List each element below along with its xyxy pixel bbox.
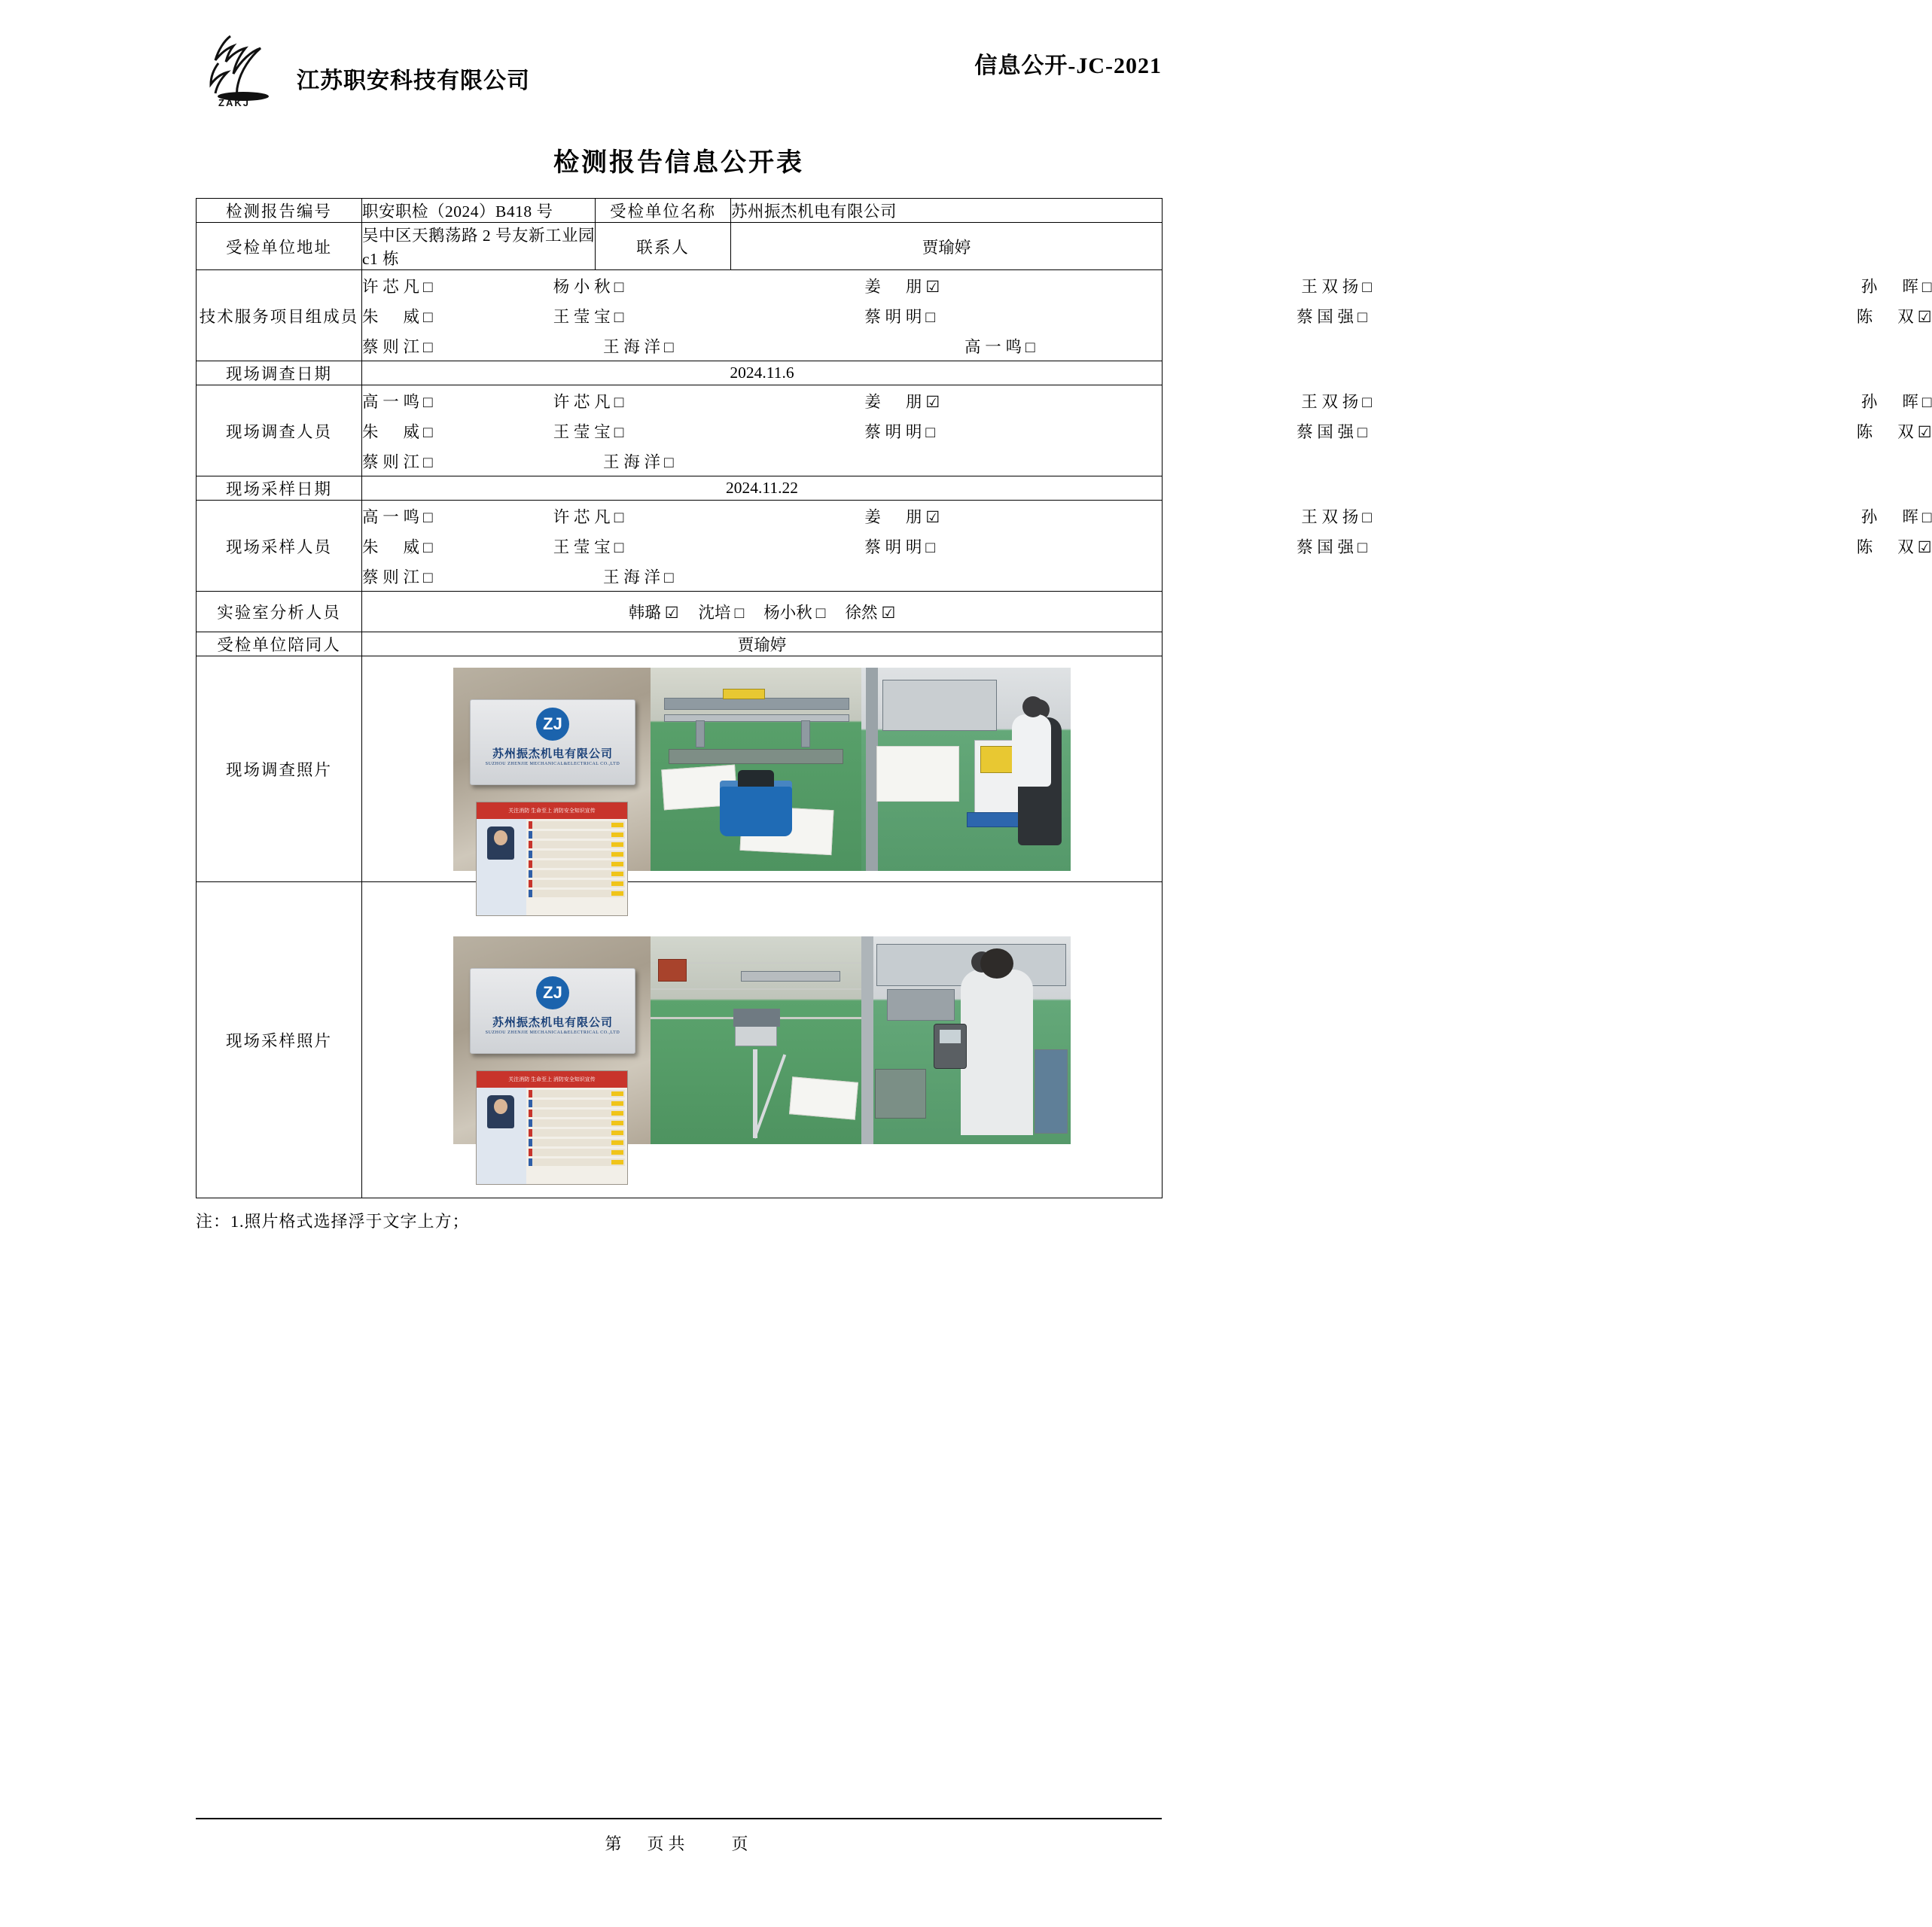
value-survey-date: 2024.11.6 — [362, 361, 1163, 385]
poster-rows-2 — [526, 1088, 627, 1184]
photo-company-sign — [453, 668, 651, 871]
person-checkbox-item[interactable] — [1861, 504, 1932, 528]
checkbox-unchecked-icon[interactable]: □ — [614, 537, 624, 556]
checkbox-unchecked-icon[interactable]: □ — [1362, 392, 1372, 411]
checkbox-unchecked-icon[interactable]: □ — [925, 307, 936, 326]
person-checkbox-item[interactable] — [1857, 419, 1932, 443]
person-name: 蔡国强 — [1297, 422, 1355, 441]
person-name: 陈 双 — [1856, 307, 1914, 326]
lab-person-name: 徐然 — [845, 604, 878, 622]
page-footer — [196, 1818, 1162, 1855]
photo-production-line — [651, 668, 861, 871]
person-checkbox-item[interactable] — [1301, 389, 1372, 412]
poster-portrait — [477, 819, 526, 915]
sign-company-cn-2: 苏州振杰机电有限公司 — [492, 1016, 613, 1029]
checkbox-unchecked-icon[interactable]: □ — [664, 568, 674, 586]
person-name: 高一鸣 — [362, 392, 419, 411]
person-name: 蔡明明 — [864, 422, 922, 441]
person-name: 姜 朋 — [864, 507, 922, 526]
table-note: 注：1.照片格式选择浮于文字上方； — [196, 1212, 470, 1231]
svg-text:ZAKJ: ZAKJ — [218, 97, 250, 108]
sign-logo-icon: ZJ — [536, 708, 569, 741]
sampling-people-grid — [362, 501, 1932, 592]
person-checkbox-item[interactable] — [362, 504, 433, 528]
checkbox-unchecked-icon[interactable]: □ — [664, 337, 674, 356]
checkbox-unchecked-icon[interactable]: □ — [734, 604, 745, 622]
checkbox-unchecked-icon[interactable]: □ — [423, 452, 433, 471]
person-name: 王莹宝 — [553, 537, 611, 556]
lab-person-item[interactable] — [629, 600, 679, 623]
person-checkbox-item[interactable] — [603, 565, 724, 588]
checkbox-checked-icon[interactable]: ☑ — [1917, 307, 1932, 326]
person-name: 许芯凡 — [362, 277, 419, 296]
label-sampling-date: 现场采样日期 — [197, 476, 362, 501]
person-name: 蔡则江 — [362, 337, 419, 356]
table-row-escort — [197, 632, 1163, 656]
checkbox-unchecked-icon[interactable]: □ — [423, 507, 433, 526]
person-name: 陈 双 — [1856, 537, 1914, 556]
checkbox-unchecked-icon[interactable]: □ — [423, 277, 433, 296]
checkbox-unchecked-icon[interactable]: □ — [1921, 392, 1932, 411]
checkbox-checked-icon[interactable]: ☑ — [1917, 537, 1932, 556]
footer-page-number: 第 页共 页 — [605, 1834, 753, 1853]
person-row — [362, 531, 1932, 561]
lab-person-item[interactable] — [763, 600, 825, 623]
value-address: 吴中区天鹅荡路 2 号友新工业园 c1 栋 — [362, 223, 596, 270]
label-sampling-people: 现场采样人员 — [197, 501, 362, 592]
checkbox-checked-icon[interactable]: ☑ — [1917, 422, 1932, 441]
person-checkbox-item[interactable] — [1861, 389, 1932, 412]
person-checkbox-item[interactable] — [864, 389, 940, 412]
person-checkbox-item[interactable] — [1857, 304, 1932, 327]
person-row — [362, 561, 1162, 591]
person-name: 王莹宝 — [553, 307, 611, 326]
label-survey-date: 现场调查日期 — [197, 361, 362, 385]
photo-sampling-tripod — [651, 936, 861, 1144]
photo-worker-operating — [861, 668, 1071, 871]
person-checkbox-item[interactable] — [362, 304, 433, 327]
checkbox-checked-icon[interactable]: ☑ — [881, 604, 896, 622]
person-name: 蔡明明 — [864, 537, 922, 556]
checkbox-checked-icon[interactable]: ☑ — [925, 392, 940, 411]
person-name: 王双扬 — [1301, 507, 1359, 526]
survey-photo-strip — [453, 668, 1071, 871]
label-escort: 受检单位陪同人 — [197, 632, 362, 656]
checkbox-unchecked-icon[interactable]: □ — [423, 392, 433, 411]
person-checkbox-item[interactable] — [553, 504, 624, 528]
table-row-survey-photos — [197, 656, 1163, 882]
person-checkbox-item[interactable] — [864, 534, 935, 558]
footer-divider — [196, 1818, 1162, 1819]
person-checkbox-item[interactable] — [553, 419, 624, 443]
sign-plate-2 — [470, 968, 635, 1054]
checkbox-unchecked-icon[interactable]: □ — [423, 422, 433, 441]
label-client-name: 受检单位名称 — [596, 199, 731, 223]
checkbox-unchecked-icon[interactable]: □ — [1362, 507, 1372, 526]
person-name: 姜 朋 — [864, 392, 922, 411]
label-team: 技术服务项目组成员 — [197, 270, 362, 361]
poster-body — [477, 819, 627, 915]
person-checkbox-item[interactable] — [1297, 419, 1367, 443]
lab-person-item[interactable] — [845, 600, 895, 623]
lab-person-name: 沈培 — [698, 604, 731, 622]
table-row-report-no — [197, 199, 1163, 223]
table-row-sampling-photos — [197, 882, 1163, 1198]
person-checkbox-item[interactable] — [864, 419, 935, 443]
checkbox-checked-icon[interactable]: ☑ — [664, 604, 679, 622]
sign-company-cn: 苏州振杰机电有限公司 — [492, 747, 613, 760]
table-row-address — [197, 223, 1163, 270]
checkbox-unchecked-icon[interactable]: □ — [423, 337, 433, 356]
value-escort: 贾瑜婷 — [362, 632, 1163, 656]
photo-sampling-operator — [861, 936, 1071, 1144]
table-row-sampling-date — [197, 476, 1163, 501]
person-name: 王双扬 — [1301, 392, 1359, 411]
person-name: 朱 威 — [362, 422, 419, 441]
sign-company-en: SUZHOU ZHENJIE MECHANICAL&ELECTRICAL CO.,LTD — [485, 761, 620, 766]
lab-person-name: 杨小秋 — [763, 604, 812, 622]
person-name: 蔡明明 — [864, 307, 922, 326]
checkbox-checked-icon[interactable]: ☑ — [925, 507, 940, 526]
person-checkbox-item[interactable] — [864, 274, 940, 297]
poster-rows — [526, 819, 627, 915]
company-logo — [196, 30, 294, 108]
checkbox-unchecked-icon[interactable]: □ — [614, 392, 624, 411]
person-name: 孙 晖 — [1860, 507, 1918, 526]
checkbox-checked-icon[interactable]: ☑ — [925, 277, 940, 296]
person-checkbox-item[interactable] — [553, 304, 624, 327]
checkbox-unchecked-icon[interactable]: □ — [1358, 422, 1367, 441]
table-row-survey-people — [197, 385, 1163, 476]
safety-poster — [476, 802, 628, 916]
page-title: 检测报告信息公开表 — [553, 149, 804, 177]
survey-photo-cell — [362, 656, 1163, 882]
person-row — [362, 330, 1162, 361]
person-name: 王双扬 — [1301, 277, 1359, 296]
person-checkbox-item[interactable] — [362, 274, 433, 297]
checkbox-unchecked-icon[interactable]: □ — [423, 307, 433, 326]
table-row-lab — [197, 592, 1163, 632]
sampling-photo-cell — [362, 882, 1163, 1198]
tripod-stand — [709, 1025, 800, 1138]
person-name: 朱 威 — [362, 307, 419, 326]
label-report-no: 检测报告编号 — [197, 199, 362, 223]
checkbox-unchecked-icon[interactable]: □ — [815, 604, 826, 622]
document-code: 信息公开-JC-2021 — [974, 53, 1162, 78]
photo-company-sign-2 — [453, 936, 651, 1144]
sampling-photo-strip — [453, 936, 1071, 1144]
label-lab-people: 实验室分析人员 — [197, 592, 362, 632]
survey-people-grid — [362, 385, 1932, 476]
person-name: 陈 双 — [1856, 422, 1914, 441]
person-checkbox-item[interactable] — [864, 504, 940, 528]
value-sampling-date: 2024.11.22 — [362, 476, 1163, 501]
zakj-logo-icon — [196, 30, 294, 108]
sign-logo-icon-2: ZJ — [536, 976, 569, 1009]
person-checkbox-item[interactable] — [362, 534, 433, 558]
person-checkbox-item[interactable] — [864, 304, 935, 327]
table-row-team — [197, 270, 1163, 361]
person-name: 朱 威 — [362, 537, 419, 556]
person-name: 蔡则江 — [362, 452, 419, 471]
poster-body-2 — [477, 1088, 627, 1184]
person-name: 许芯凡 — [553, 392, 611, 411]
person-checkbox-item[interactable] — [362, 449, 483, 473]
person-checkbox-item[interactable] — [553, 534, 624, 558]
label-address: 受检单位地址 — [197, 223, 362, 270]
checkbox-unchecked-icon[interactable]: □ — [423, 568, 433, 586]
person-checkbox-item[interactable] — [603, 334, 724, 358]
team-member-grid — [362, 270, 1932, 361]
person-name: 杨小秋 — [553, 277, 611, 296]
person-checkbox-item[interactable] — [1301, 274, 1372, 297]
person-row — [362, 300, 1932, 330]
person-name: 孙 晖 — [1860, 277, 1918, 296]
person-row — [362, 416, 1932, 446]
person-checkbox-item[interactable] — [1297, 534, 1367, 558]
person-row — [362, 270, 1932, 300]
person-checkbox-item[interactable] — [1301, 504, 1372, 528]
checkbox-unchecked-icon[interactable]: □ — [1921, 277, 1932, 296]
poster-title: 关注消防 生命至上 消防安全知识宣传 — [477, 802, 627, 819]
checkbox-unchecked-icon[interactable]: □ — [664, 452, 674, 471]
person-name: 姜 朋 — [864, 277, 922, 296]
label-survey-photos: 现场调查照片 — [197, 656, 362, 882]
person-checkbox-item[interactable] — [362, 565, 483, 588]
person-checkbox-item[interactable] — [1861, 274, 1932, 297]
checkbox-unchecked-icon[interactable]: □ — [925, 422, 936, 441]
person-name: 高一鸣 — [362, 507, 419, 526]
sign-company-en-2: SUZHOU ZHENJIE MECHANICAL&ELECTRICAL CO.,LTD — [485, 1030, 620, 1035]
checkbox-unchecked-icon[interactable]: □ — [1921, 507, 1932, 526]
person-name: 王海洋 — [603, 568, 660, 586]
value-client-name: 苏州振杰机电有限公司 — [731, 199, 1163, 223]
table-row-survey-date — [197, 361, 1163, 385]
label-sampling-photos: 现场采样照片 — [197, 882, 362, 1198]
checkbox-unchecked-icon[interactable]: □ — [1362, 277, 1372, 296]
person-row — [362, 501, 1932, 531]
person-name: 许芯凡 — [553, 507, 611, 526]
lab-person-name: 韩璐 — [628, 604, 661, 622]
person-checkbox-item[interactable] — [964, 334, 1085, 358]
checkbox-unchecked-icon[interactable]: □ — [614, 507, 624, 526]
value-report-no: 职安职检（2024）B418 号 — [362, 199, 596, 223]
person-checkbox-item[interactable] — [1297, 304, 1367, 327]
lab-person-item[interactable] — [699, 600, 745, 623]
report-info-table — [196, 198, 1932, 1198]
table-row-sampling-people — [197, 501, 1163, 592]
person-name: 蔡国强 — [1297, 537, 1355, 556]
page-header — [196, 0, 1162, 120]
label-contact: 联系人 — [596, 223, 731, 270]
person-checkbox-item[interactable] — [1857, 534, 1932, 558]
value-contact: 贾瑜婷 — [731, 223, 1163, 270]
person-name: 王海洋 — [603, 452, 660, 471]
person-name: 孙 晖 — [1860, 392, 1918, 411]
checkbox-unchecked-icon[interactable]: □ — [1025, 337, 1035, 356]
checkbox-unchecked-icon[interactable]: □ — [614, 422, 624, 441]
person-name: 王海洋 — [603, 337, 660, 356]
safety-poster-2 — [476, 1070, 628, 1185]
sign-plate — [470, 699, 635, 785]
person-name: 王莹宝 — [553, 422, 611, 441]
company-name: 江苏职安科技有限公司 — [297, 68, 530, 93]
person-name: 蔡则江 — [362, 568, 419, 586]
person-checkbox-item[interactable] — [553, 274, 624, 297]
checkbox-unchecked-icon[interactable]: □ — [614, 277, 624, 296]
person-row — [362, 446, 1162, 476]
checkbox-unchecked-icon[interactable]: □ — [925, 537, 936, 556]
poster-title-2: 关注消防 生命至上 消防安全知识宣传 — [477, 1071, 627, 1088]
person-checkbox-item[interactable] — [362, 389, 433, 412]
person-row — [362, 385, 1932, 416]
checkbox-unchecked-icon[interactable]: □ — [1358, 307, 1367, 326]
person-checkbox-item[interactable] — [603, 449, 724, 473]
person-name: 高一鸣 — [964, 337, 1022, 356]
label-survey-people: 现场调查人员 — [197, 385, 362, 476]
person-checkbox-item[interactable] — [362, 334, 483, 358]
checkbox-unchecked-icon[interactable]: □ — [423, 537, 433, 556]
person-checkbox-item[interactable] — [553, 389, 624, 412]
checkbox-unchecked-icon[interactable]: □ — [614, 307, 624, 326]
poster-portrait-2 — [477, 1088, 526, 1184]
lab-people-cell — [362, 592, 1163, 632]
person-name: 蔡国强 — [1297, 307, 1355, 326]
person-checkbox-item[interactable] — [362, 419, 433, 443]
checkbox-unchecked-icon[interactable]: □ — [1358, 537, 1367, 556]
